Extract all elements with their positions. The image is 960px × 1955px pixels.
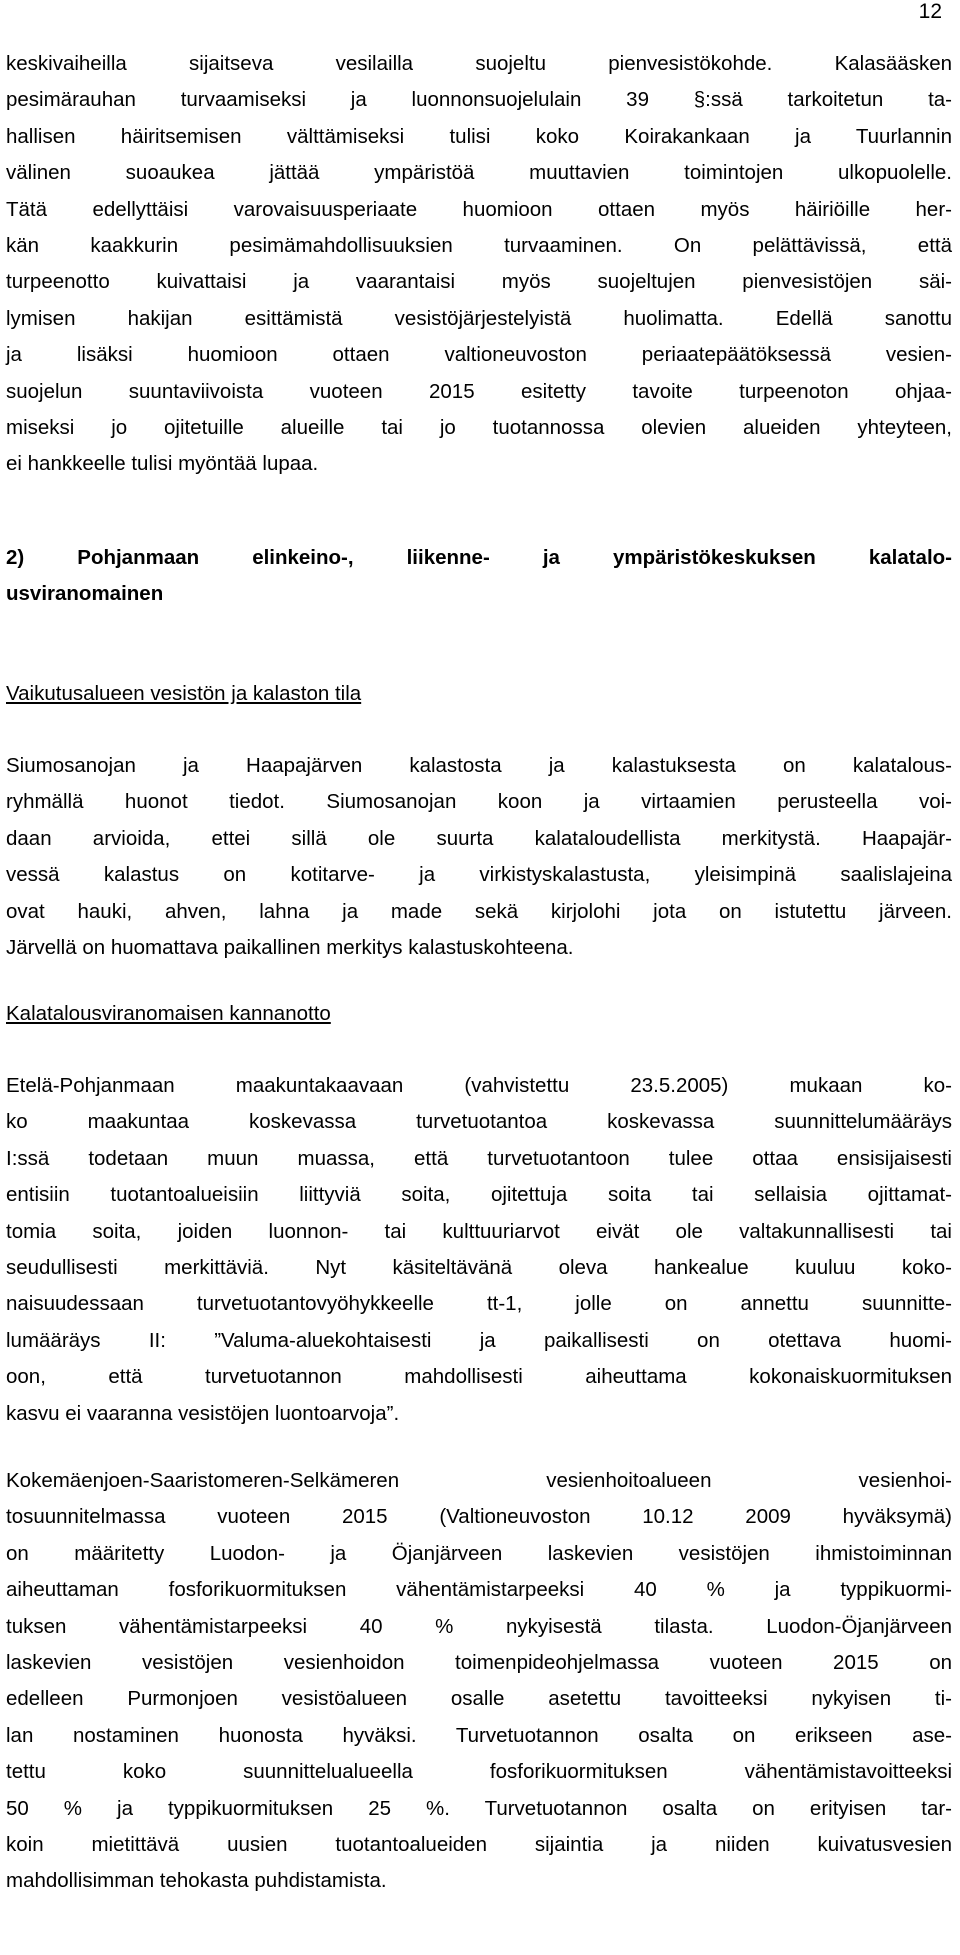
text-line: tuksen vähentämistarpeeksi 40 % nykyisestä tilasta. Luodon-Öjanjärveen (6, 1614, 952, 1638)
subheading-text: Vaikutusalueen vesistön ja kalaston tila (6, 682, 362, 705)
text-line: kasvu ei vaaranna vesistöjen luontoarvoja”. (6, 1401, 400, 1425)
text-line: keskivaiheilla sijaitseva vesilailla suojeltu pienvesistökohde. Kalasääsken (6, 52, 952, 75)
text-line: pesimärauhan turvaamiseksi ja luonnonsuojelulain 39 §:ssä tarkoitetun ta- (6, 88, 952, 112)
page-number: 12 (918, 0, 942, 23)
heading-line: usviranomainen (6, 582, 164, 606)
paragraph-vesienhoito (6, 1463, 952, 1900)
text-line: Järvellä on huomattava paikallinen merkitys kalastuskohteena. (6, 935, 574, 959)
text-line: tosuunnitelmassa vuoteen 2015 (Valtioneuvoston 10.12 2009 hyväksymä) (6, 1505, 952, 1529)
text-line: kän kaakkurin pesimämahdollisuuksien turvaaminen. On pelättävissä, että (6, 233, 952, 257)
text-line: entisiin tuotantoalueisiin liittyviä soita, ojitettuja soita tai sellaisia ojittamat- (6, 1183, 952, 1207)
text-line: daan arvioida, ettei sillä ole suurta kalataloudellista merkitystä. Haapajär- (6, 826, 952, 850)
subheading-vesiston-tila (6, 676, 361, 712)
text-line: hallisen häiritsemisen välttämiseksi tulisi koko Koirakankaan ja Tuurlannin (6, 124, 952, 148)
text-line: I:ssä todetaan muun muassa, että turvetuotantoon tulee ottaa ensisijaisesti (6, 1146, 952, 1170)
paragraph-kalasaaski (6, 46, 952, 483)
text-line: on määritetty Luodon- ja Öjanjärveen laskevien vesistöjen ihmistoiminnan (6, 1541, 952, 1565)
text-line: suojelun suuntaviivoista vuoteen 2015 esitetty tavoite turpeenoton ohjaa- (6, 379, 952, 403)
paragraph-kalasto (6, 748, 952, 966)
text-line: ei hankkeelle tulisi myöntää lupaa. (6, 452, 319, 476)
text-line: naisuudessaan turvetuotantovyöhykkeelle tt-1, jolle on annettu suunnitte- (6, 1292, 952, 1316)
text-line: Etelä-Pohjanmaan maakuntakaavaan (vahvistettu 23.5.2005) mukaan ko- (6, 1074, 952, 1097)
text-line: vessä kalastus on kotitarve- ja virkistyskalastusta, yleisimpinä saalislajeina (6, 863, 952, 887)
text-line: 50 % ja typpikuormituksen 25 %. Turvetuotannon osalta on erityisen tar- (6, 1796, 952, 1820)
text-line: ja lisäksi huomioon ottaen valtioneuvoston periaatepäätöksessä vesien- (6, 343, 952, 367)
text-line: aiheuttaman fosforikuormituksen vähentämistarpeeksi 40 % ja typpikuormi- (6, 1578, 952, 1602)
text-line: koin mietittävä uusien tuotantoalueiden sijaintia ja niiden kuivatusvesien (6, 1832, 952, 1856)
text-line: ovat hauki, ahven, lahna ja made sekä kirjolohi jota on istutettu järveen. (6, 899, 952, 923)
subheading-text: Kalatalousviranomaisen kannanotto (6, 1002, 331, 1025)
text-line: Siumosanojan ja Haapajärven kalastosta ja kalastuksesta on kalatalous- (6, 754, 952, 777)
text-line: oon, että turvetuotannon mahdollisesti aiheuttama kokonaiskuormituksen (6, 1365, 952, 1389)
text-line: tomia soita, joiden luonnon- tai kulttuuriarvot eivät ole valtakunnallisesti tai (6, 1219, 952, 1243)
paragraph-maakuntakaava (6, 1068, 952, 1432)
text-line: seudullisesti merkittäviä. Nyt käsiteltävänä oleva hankealue kuuluu koko- (6, 1255, 952, 1279)
text-line: ko maakuntaa koskevassa turvetuotantoa koskevassa suunnittelumääräys (6, 1110, 952, 1134)
text-line: laskevien vesistöjen vesienhoidon toimenpideohjelmassa vuoteen 2015 on (6, 1650, 952, 1674)
text-line: välinen suoaukea jättää ympäristöä muuttavien toimintojen ulkopuolelle. (6, 161, 952, 185)
text-line: miseksi jo ojitetuille alueille tai jo tuotannossa olevien alueiden yhteyteen, (6, 415, 952, 439)
text-line: tettu koko suunnittelualueella fosforikuormituksen vähentämistavoitteeksi (6, 1760, 952, 1784)
subheading-kannanotto (6, 996, 331, 1032)
section-heading (6, 540, 952, 613)
text-line: mahdollisimman tehokasta puhdistamista. (6, 1869, 387, 1893)
text-line: edelleen Purmonjoen vesistöalueen osalle asetettu tavoitteeksi nykyisen ti- (6, 1687, 952, 1711)
text-line: Tätä edellyttäisi varovaisuusperiaate huomioon ottaen myös häiriöille her- (6, 197, 952, 221)
text-line: turpeenotto kuivattaisi ja vaarantaisi myös suojeltujen pienvesistöjen säi- (6, 270, 952, 294)
text-line: lumääräys II: ”Valuma-aluekohtaisesti ja paikallisesti on otettava huomi- (6, 1328, 952, 1352)
text-line: Kokemäenjoen-Saaristomeren-Selkämeren vesienhoitoalueen vesienhoi- (6, 1469, 952, 1492)
text-line: lymisen hakijan esittämistä vesistöjärjestelyistä huolimatta. Edellä sanottu (6, 306, 952, 330)
text-line: lan nostaminen huonosta hyväksi. Turvetuotannon osalta on erikseen ase- (6, 1723, 952, 1747)
text-line: ryhmällä huonot tiedot. Siumosanojan koon ja virtaamien perusteella voi- (6, 790, 952, 814)
heading-line: 2) Pohjanmaan elinkeino-, liikenne- ja ympäristökeskuksen kalatalo- (6, 546, 952, 569)
